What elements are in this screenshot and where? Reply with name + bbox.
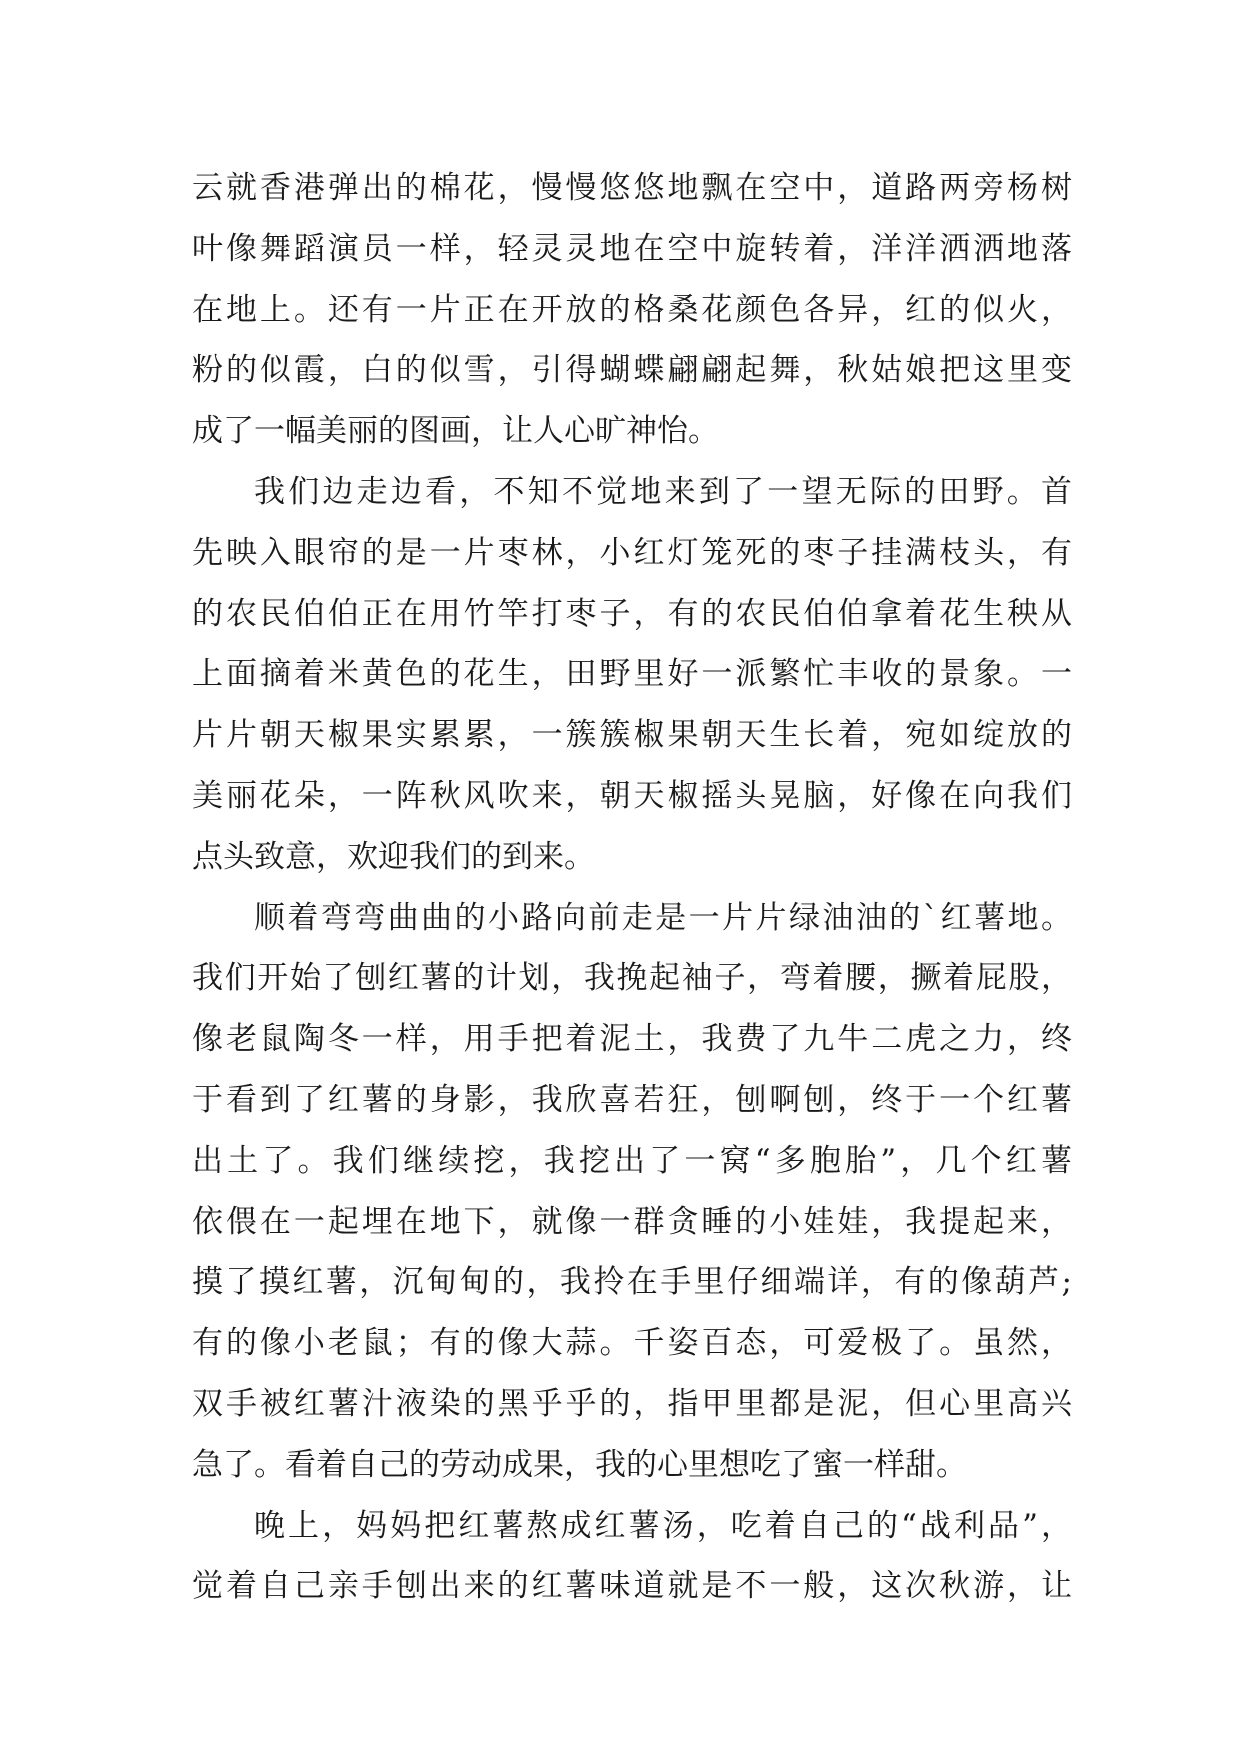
text-line: 上面摘着米黄色的花生，田野里好一派繁忙丰收的景象。一 <box>192 656 1072 693</box>
text-line: 出土了。我们继续挖，我挖出了一窝“多胞胎”，几个红薯 <box>192 1142 1072 1179</box>
text-line: 的农民伯伯正在用竹竿打枣子，有的农民伯伯拿着花生秧从 <box>192 595 1072 632</box>
text-line: 叶像舞蹈演员一样，轻灵灵地在空中旋转着，洋洋洒洒地落 <box>192 230 1072 267</box>
text-line: 摸了摸红薯，沉甸甸的，我拎在手里仔细端详，有的像葫芦; <box>192 1264 1072 1301</box>
paragraph <box>192 888 1072 1496</box>
text-line: 粉的似霞，白的似雪，引得蝴蝶翩翩起舞，秋姑娘把这里变 <box>192 352 1072 389</box>
text-line: 在地上。还有一片正在开放的格桑花颜色各异，红的似火， <box>192 291 1072 328</box>
text-line: 片片朝天椒果实累累，一簇簇椒果朝天生长着，宛如绽放的 <box>192 717 1072 754</box>
paragraph <box>192 1496 1072 1618</box>
text-line: 我们边走边看，不知不觉地来到了一望无际的田野。首 <box>254 473 1072 510</box>
text-line: 先映入眼帘的是一片枣林，小红灯笼死的枣子挂满枝头，有 <box>192 534 1072 571</box>
text-line: 顺着弯弯曲曲的小路向前走是一片片绿油油的`红薯地。 <box>254 899 1072 936</box>
paragraph <box>192 462 1072 888</box>
text-line: 有的像小老鼠；有的像大蒜。千姿百态，可爱极了。虽然， <box>192 1325 1072 1362</box>
text-line: 美丽花朵，一阵秋风吹来，朝天椒摇头晃脑，好像在向我们 <box>192 777 1072 814</box>
text-line: 晚上，妈妈把红薯熬成红薯汤，吃着自己的“战利品”， <box>254 1507 1072 1544</box>
paragraph <box>192 158 1072 462</box>
essay-body <box>192 158 1072 1617</box>
text-line: 点头致意，欢迎我们的到来。 <box>192 838 595 875</box>
text-line: 依偎在一起埋在地下，就像一群贪睡的小娃娃，我提起来， <box>192 1203 1072 1240</box>
text-line: 成了一幅美丽的图画，让人心旷神怡。 <box>192 413 719 450</box>
text-line: 像老鼠陶冬一样，用手把着泥土，我费了九牛二虎之力，终 <box>192 1021 1072 1058</box>
text-line: 于看到了红薯的身影，我欣喜若狂，刨啊刨，终于一个红薯 <box>192 1081 1072 1118</box>
text-line: 我们开始了刨红薯的计划，我挽起袖子，弯着腰，撅着屁股， <box>192 960 1072 997</box>
text-line: 觉着自己亲手刨出来的红薯味道就是不一般，这次秋游，让 <box>192 1568 1072 1605</box>
text-line: 云就香港弹出的棉花，慢慢悠悠地飘在空中，道路两旁杨树 <box>192 170 1072 206</box>
text-line: 双手被红薯汁液染的黑乎乎的，指甲里都是泥，但心里高兴 <box>192 1385 1072 1422</box>
text-line: 急了。看着自己的劳动成果，我的心里想吃了蜜一样甜。 <box>192 1446 967 1483</box>
